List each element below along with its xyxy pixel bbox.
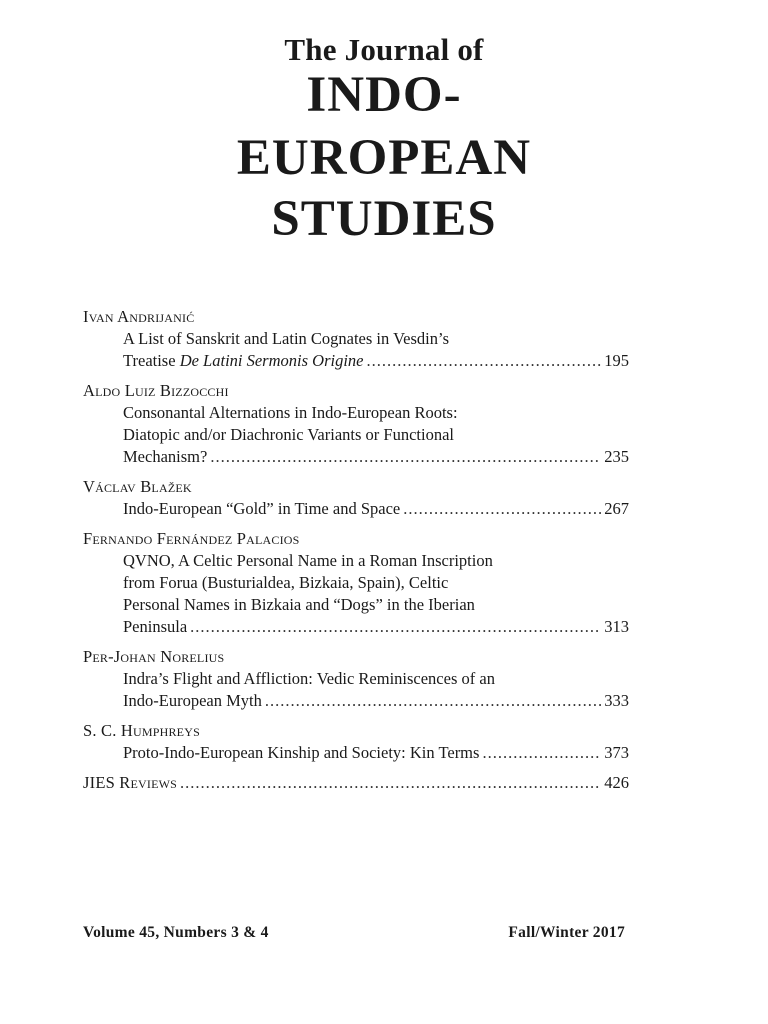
article-author: Ivan Andrijanić	[83, 307, 195, 326]
article-title-final-line	[83, 742, 629, 764]
article-title-italic: De Latini Sermonis Origine	[179, 351, 364, 370]
article-title-text: Peninsula	[123, 617, 188, 636]
article-title-line: from Forua (Busturialdea, Bizkaia, Spain), Celtic	[123, 573, 449, 592]
toc-entry	[83, 646, 629, 712]
page-number: 235	[604, 447, 629, 466]
dot-leader	[180, 772, 601, 794]
toc-entry	[83, 476, 629, 520]
article-title-line: A List of Sanskrit and Latin Cognates in Vesdin’s	[123, 329, 450, 348]
page-number: 426	[604, 773, 629, 792]
article-author: S. C. Humphreys	[83, 721, 200, 740]
article-title-final-line	[83, 350, 629, 372]
article-title-line: Diatopic and/or Diachronic Variants or Functional	[123, 425, 454, 444]
table-of-contents	[83, 306, 629, 802]
article-author: Per-Johan Norelius	[83, 647, 225, 666]
article-title-line: Indra’s Flight and Affliction: Vedic Reminiscences of an	[123, 669, 495, 688]
article-author: Aldo Luiz Bizzocchi	[83, 381, 229, 400]
toc-entry-reviews	[83, 772, 629, 794]
article-title-text: Indo-European Myth	[123, 691, 262, 710]
article-author: Václav Blažek	[83, 477, 192, 496]
article-title-line: Personal Names in Bizkaia and “Dogs” in the Iberian	[123, 595, 475, 614]
article-title-text: Mechanism?	[123, 447, 208, 466]
dot-leader	[190, 616, 601, 638]
article-title-final-line	[83, 690, 629, 712]
page-number: 373	[604, 743, 629, 762]
journal-title-line-2: EUROPEAN	[236, 130, 532, 186]
reviews-line	[83, 772, 629, 794]
article-author: Fernando Fernández Palacios	[83, 529, 300, 548]
dot-leader	[482, 742, 601, 764]
article-title-line: Consonantal Alternations in Indo-European Roots:	[123, 403, 458, 422]
dot-leader	[403, 498, 601, 520]
article-title-final-line	[83, 446, 629, 468]
toc-entry	[83, 528, 629, 638]
page-number: 313	[604, 617, 629, 636]
issue-date: Fall/Winter 2017	[508, 924, 625, 941]
page-number: 333	[604, 691, 629, 710]
toc-entry	[83, 380, 629, 468]
journal-title-line-1: INDO-	[306, 67, 462, 123]
volume-info: Volume 45, Numbers 3 & 4	[83, 924, 269, 941]
journal-subtitle: The Journal of	[284, 32, 484, 67]
dot-leader	[210, 446, 601, 468]
toc-entry	[83, 306, 629, 372]
article-title-line: QVNO, A Celtic Personal Name in a Roman Inscription	[123, 551, 493, 570]
page-number: 267	[604, 499, 629, 518]
article-title-final-line	[83, 616, 629, 638]
toc-entry	[83, 720, 629, 764]
article-title-final-line	[83, 498, 629, 520]
journal-title-line-3: STUDIES	[271, 191, 497, 247]
article-title-text: Indo-European “Gold” in Time and Space	[123, 499, 401, 518]
page-number: 195	[604, 351, 629, 370]
dot-leader	[366, 350, 601, 372]
article-title-text: Proto-Indo-European Kinship and Society: Kin Terms	[123, 743, 480, 762]
dot-leader	[265, 690, 601, 712]
reviews-label: JIES Reviews	[83, 773, 178, 792]
article-title-text: Treatise	[123, 351, 180, 370]
